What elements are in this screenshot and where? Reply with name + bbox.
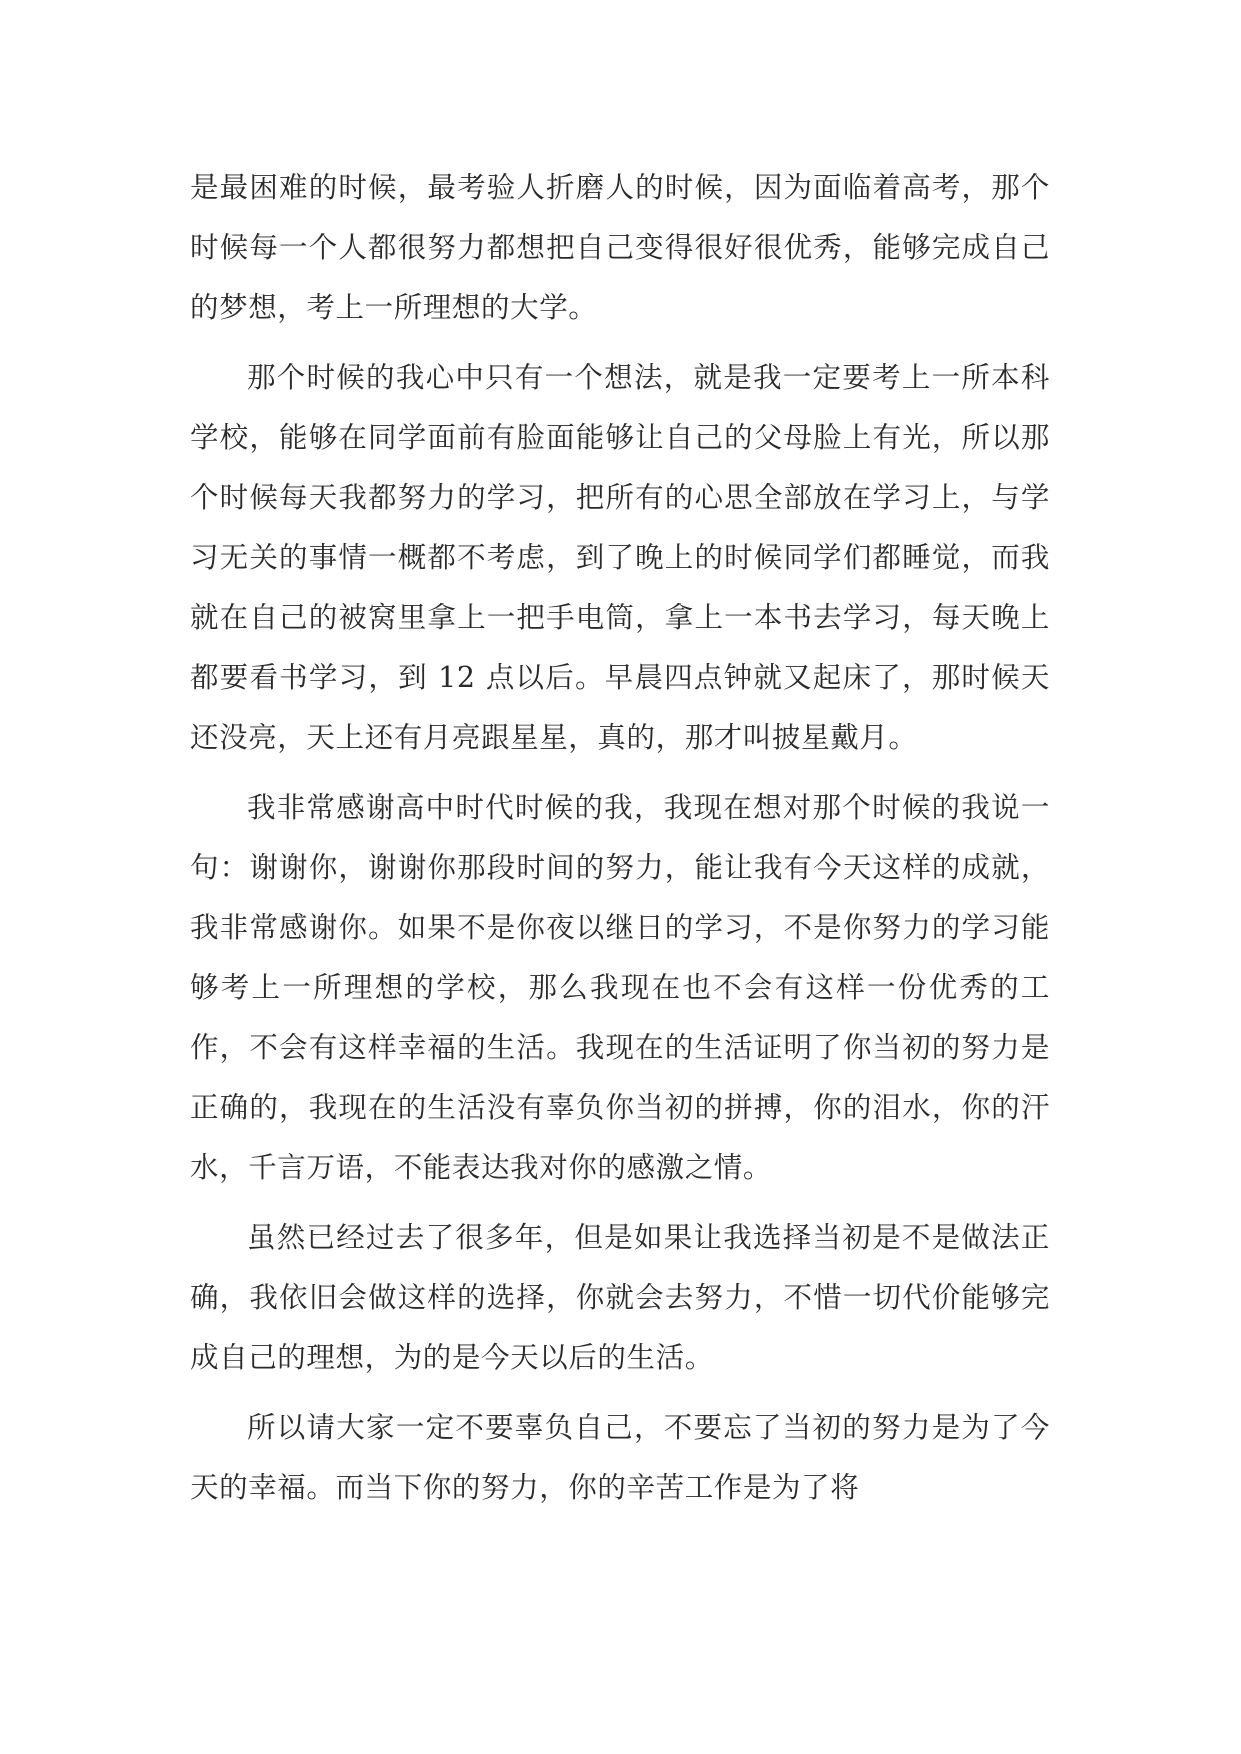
paragraph-4: 虽然已经过去了很多年，但是如果让我选择当初是不是做法正确，我依旧会做这样的选择，你就会去努力，不惜一切代价能够完成自己的理想，为的是今天以后的生活。	[190, 1221, 1050, 1374]
paragraph-3: 我非常感谢高中时代时候的我，我现在想对那个时候的我说一句：谢谢你，谢谢你那段时间的努力，能让我有今天这样的成就，我非常感谢你。如果不是你夜以继日的学习，不是你努力的学习能够考上一所理想的学校，那么我现在也不会有这样一份优秀的工作，不会有这样幸福的生活。我现在的生活证明了你当初的努力是正确的，我现在的生活没有辜负你当初的拼搏，你的泪水，你的汗水，千言万语，不能表达我对你的感激之情。	[190, 791, 1050, 1184]
paragraph-2: 那个时候的我心中只有一个想法，就是我一定要考上一所本科学校，能够在同学面前有脸面能够让自己的父母脸上有光，所以那个时候每天我都努力的学习，把所有的心思全部放在学习上，与学习无关的事情一概都不考虑，到了晚上的时候同学们都睡觉，而我就在自己的被窝里拿上一把手电筒，拿上一本书去学习，每天晚上都要看书学习，到 12 点以后。早晨四点钟就又起床了，那时候天还没亮，天上还有月亮跟星星，真的，那才叫披星戴月。	[190, 361, 1050, 754]
document-body	[190, 158, 1050, 1528]
paragraph-5: 所以请大家一定不要辜负自己，不要忘了当初的努力是为了今天的幸福。而当下你的努力，你的辛苦工作是为了将	[190, 1411, 1050, 1504]
paragraph-1: 是最困难的时候，最考验人折磨人的时候，因为面临着高考，那个时候每一个人都很努力都想把自己变得很好很优秀，能够完成自己的梦想，考上一所理想的大学。	[190, 171, 1050, 324]
